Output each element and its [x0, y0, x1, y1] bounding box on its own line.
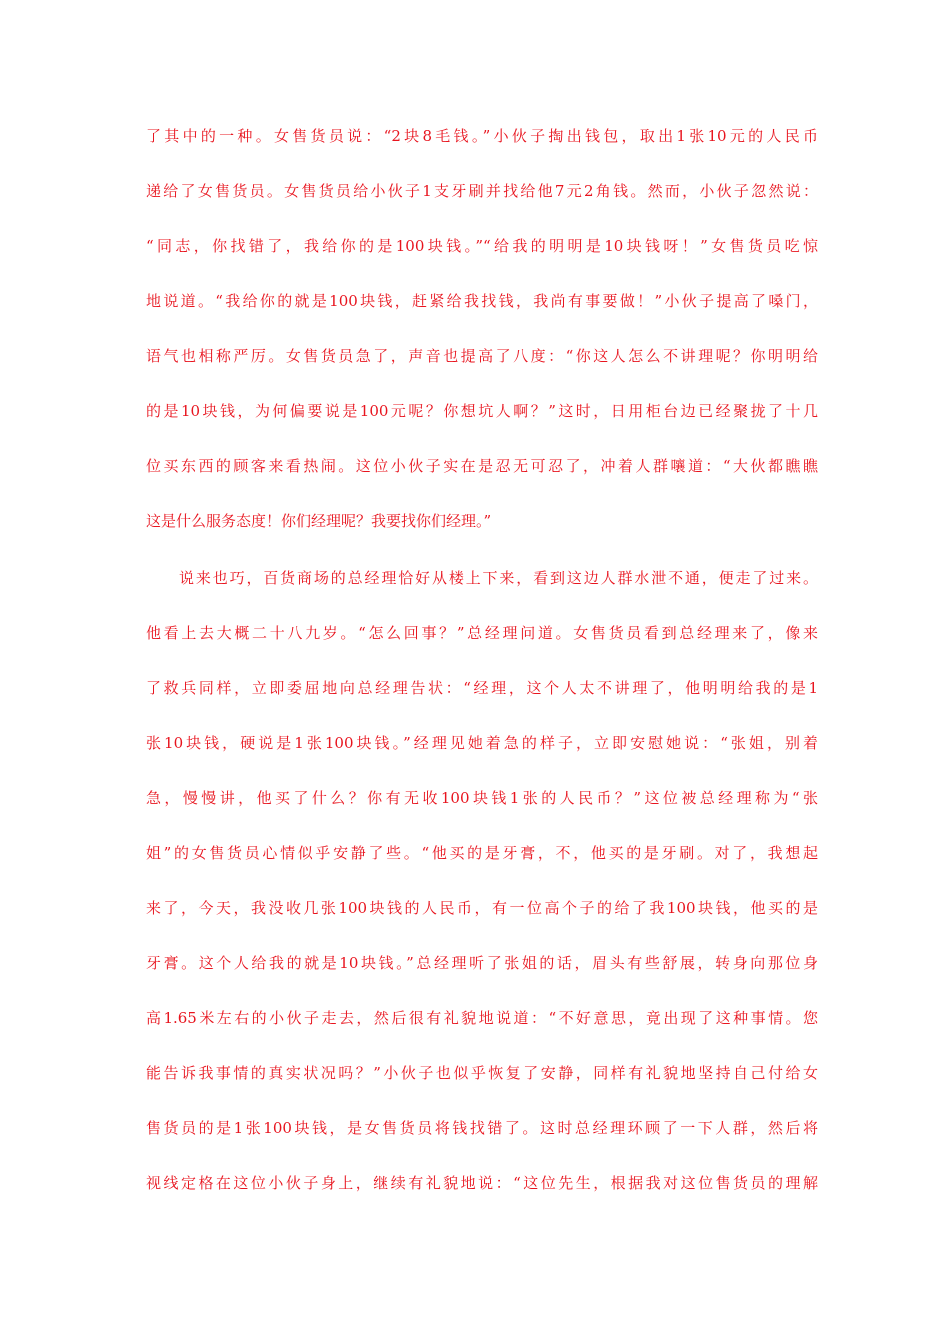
paragraph-2-line-11: 售货员的是1张100块钱，是女售货员将钱找错了。这时总经理环顾了一下人群，然后将 — [146, 1119, 818, 1137]
paragraph-1-line-6: 的是10块钱，为何偏要说是100元呢？你想坑人啊？”这时，日用柜台边已经聚拢了十几 — [146, 402, 818, 420]
paragraph-1-line-1: 了其中的一种。女售货员说：“2块8毛钱。”小伙子掏出钱包，取出1张10元的人民币 — [146, 127, 818, 145]
paragraph-2-line-8: 牙膏。这个人给我的就是10块钱。”总经理听了张姐的话，眉头有些舒展，转身向那位身 — [146, 954, 818, 972]
paragraph-1-line-5: 语气也相称严厉。女售货员急了，声音也提高了八度：“你这人怎么不讲理呢？你明明给 — [146, 347, 818, 365]
paragraph-2-line-5: 急，慢慢讲，他买了什么？你有无收100块钱1张的人民币？”这位被总经理称为“张 — [146, 789, 818, 807]
paragraph-1-line-7: 位买东西的顾客来看热闹。这位小伙子实在是忍无可忍了，冲着人群嚷道：“大伙都瞧瞧 — [146, 457, 818, 475]
paragraph-1-line-8: 这是什么服务态度！你们经理呢？我要找你们经理。” — [146, 512, 492, 530]
paragraph-2-line-3: 了救兵同样，立即委屈地向总经理告状：“经理，这个人太不讲理了，他明明给我的是1 — [146, 679, 818, 697]
paragraph-1 — [146, 109, 818, 549]
paragraph-2-line-2: 他看上去大概二十八九岁。“怎么回事？”总经理问道。女售货员看到总经理来了，像来 — [146, 624, 818, 642]
paragraph-2-line-10: 能告诉我事情的真实状况吗？”小伙子也似乎恢复了安静，同样有礼貌地坚持自己付给女 — [146, 1064, 818, 1082]
paragraph-1-line-3: “同志，你找错了，我给你的是100块钱。”“给我的明明是10块钱呀！”女售货员吃惊 — [146, 237, 818, 255]
paragraph-2-line-12: 视线定格在这位小伙子身上，继续有礼貌地说：“这位先生，根据我对这位售货员的理解 — [146, 1174, 818, 1192]
paragraph-2-line-7: 来了，今天，我没收几张100块钱的人民币，有一位高个子的给了我100块钱，他买的是 — [146, 899, 818, 917]
paragraph-1-line-4: 地说道。“我给你的就是100块钱，赶紧给我找钱，我尚有事要做！”小伙子提高了嗓门， — [146, 292, 818, 310]
paragraph-2-line-6: 姐”的女售货员心情似乎安静了些。“他买的是牙膏，不，他买的是牙刷。对了，我想起 — [146, 844, 818, 862]
paragraph-2-line-9: 高1.65米左右的小伙子走去，然后很有礼貌地说道：“不好意思，竟出现了这种事情。您 — [146, 1009, 818, 1027]
paragraph-1-line-2: 递给了女售货员。女售货员给小伙子1支牙刷并找给他7元2角钱。然而，小伙子忽然说： — [146, 182, 818, 200]
paragraph-2-line-1: 说来也巧，百货商场的总经理恰好从楼上下来，看到这边人群水泄不通，便走了过来。 — [179, 569, 818, 587]
paragraph-2 — [146, 551, 818, 1211]
paragraph-2-line-4: 张10块钱，硬说是1张100块钱。”经理见她着急的样子，立即安慰她说：“张姐，别着 — [146, 734, 818, 752]
